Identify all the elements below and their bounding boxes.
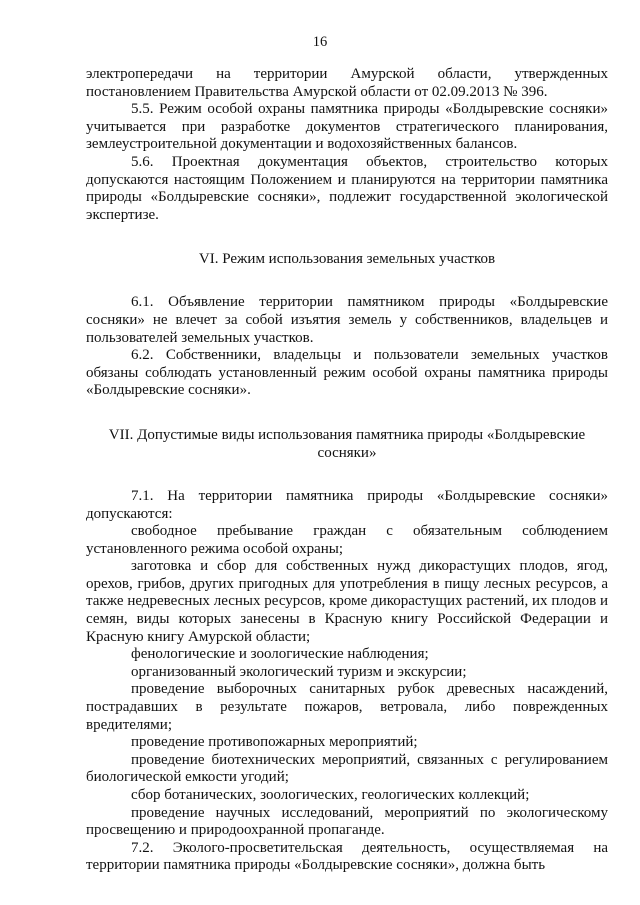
- list-item: проведение противопожарных мероприятий;: [131, 734, 418, 751]
- document-body: [86, 66, 608, 875]
- paragraph-7-1: 7.1. На территории памятника природы «Болдыревские сосняки» допускаются:: [86, 487, 608, 522]
- list-item: проведение выборочных санитарных рубок древесных насаждений, пострадавших в результате пожаров, ветровала, либо поврежденных вредителями;: [86, 681, 608, 733]
- section-6-heading: VI. Режим использования земельных участков: [198, 251, 496, 268]
- list-item: свободное пребывание граждан с обязательным соблюдением установленного режима особой охраны;: [86, 523, 608, 557]
- paragraph-5-6: 5.6. Проектная документация объектов, строительство которых допускаются настоящим Положением и планируются на территории памятника природы «Болдыревские сосняки», подлежит государственной экологической экспертизе.: [86, 153, 608, 223]
- page-number: 16: [312, 34, 328, 50]
- list-item: заготовка и сбор для собственных нужд дикорастущих плодов, ягод, орехов, грибов, других пригодных для употребления в пищу лесных ресурсов, а также недревесных лесных ресурсов, кроме дикорастущих растений, их плодов и семян, виды которых занесены в Красную книгу Российской Федерации и Красную книгу Амурской области;: [86, 558, 608, 645]
- list-item: организованный экологический туризм и экскурсии;: [131, 663, 467, 680]
- list-item: сбор ботанических, зоологических, геологических коллекций;: [131, 787, 530, 803]
- paragraph-7-2: 7.2. Эколого-просветительская деятельность, осуществляемая на территории памятника природы «Болдыревские сосняки», должна быть: [86, 839, 608, 874]
- paragraph-6-1: 6.1. Объявление территории памятником природы «Болдыревские сосняки» не влечет за собой изъятия земель у собственников, владельцев и пользователей земельных участков.: [86, 294, 608, 346]
- paragraph-continuation: электропередачи на территории Амурской области, утвержденных постановлением Правительства Амурской области от 02.09.2013 № 396.: [86, 66, 608, 100]
- list-item: проведение биотехнических мероприятий, связанных с регулированием биологической емкости угодий;: [86, 751, 608, 786]
- paragraph-6-2: 6.2. Собственники, владельцы и пользователи земельных участков обязаны соблюдать установленный режим особой охраны памятника природы «Болдыревские сосняки».: [86, 347, 608, 399]
- list-item: проведение научных исследований, мероприятий по экологическому просвещению и природоохранной пропаганде.: [86, 804, 608, 839]
- list-item: фенологические и зоологические наблюдения;: [131, 646, 429, 663]
- paragraph-5-5: 5.5. Режим особой охраны памятника природы «Болдыревские сосняки» учитывается при разработке документов стратегического планирования, землеустроительной документации и водохозяйственных балансов.: [86, 101, 608, 153]
- section-7-heading: VII. Допустимые виды использования памятника природы «Болдыревские сосняки»: [108, 426, 586, 461]
